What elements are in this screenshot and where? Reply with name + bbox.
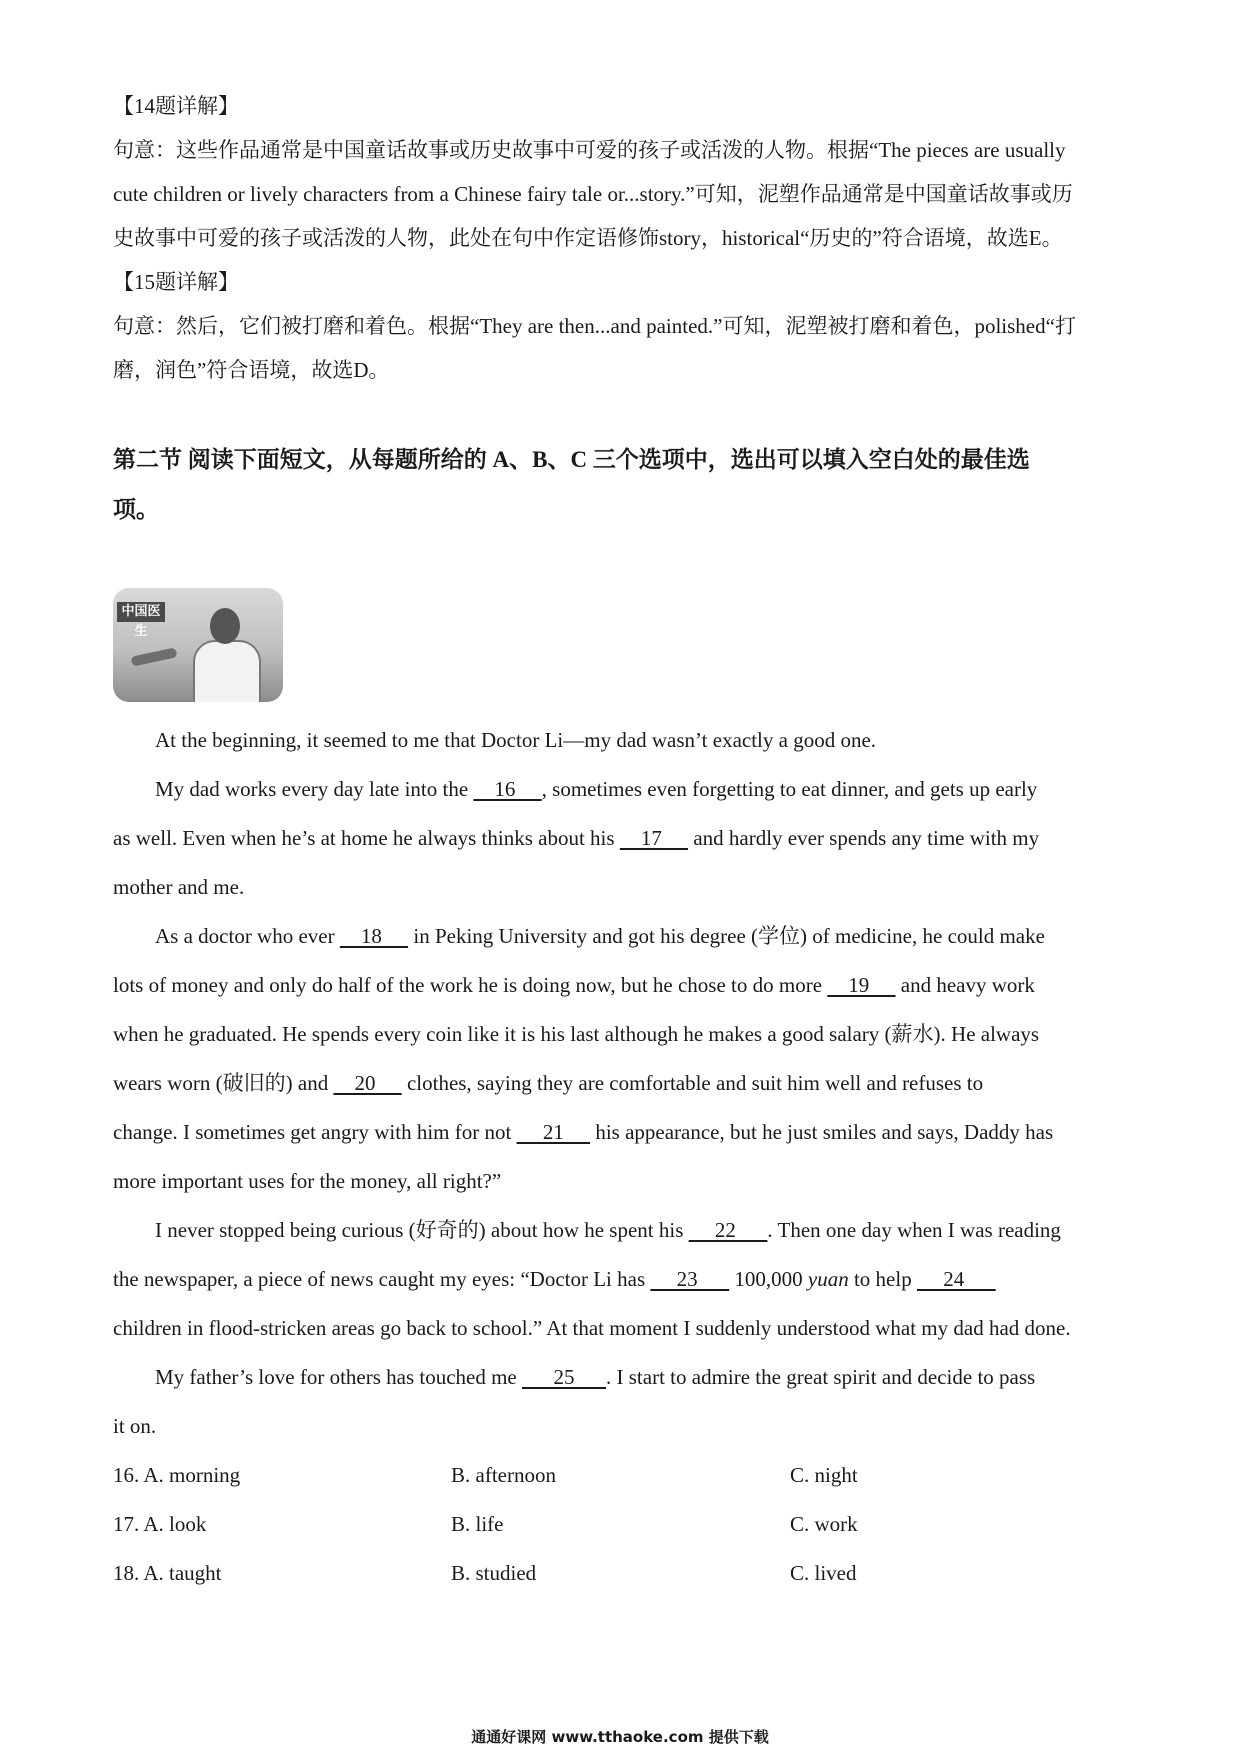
photo-person-head [210,608,240,644]
passage-paragraph-4-line-3: children in flood-stricken areas go back to school.” At that moment I suddenly understood what my dad had done. [113,1316,1071,1340]
text-segment: I never stopped being curious (好奇的) about how he spent his [155,1218,689,1242]
blank-20: 20 [333,1071,402,1095]
q15-text-line-2: 磨，润色”符合语境，故选D。 [113,358,390,382]
option-17-a: 17. A. look [113,1512,207,1536]
passage-paragraph-3-line-3: when he graduated. He spends every coin like it is his last although he makes a good salary (薪水). He always [113,1022,1040,1046]
text-segment: My father’s love for others has touched me [155,1365,523,1389]
q14-text-line-1: 句意：这些作品通常是中国童话故事或历史故事中可爱的孩子或活泼的人物。根据“The pieces are usually [113,138,1066,162]
blank-16: 16 [473,777,542,801]
text-segment: his appearance, but he just smiles and says, Daddy has [590,1120,1054,1144]
option-18-c: C. lived [790,1561,857,1585]
text-segment: and heavy work [895,973,1035,997]
passage-paragraph-5-line-2: it on. [113,1414,157,1438]
passage-paragraph-3-line-1 [155,922,1175,950]
text-segment: clothes, saying they are comfortable and suit him well and refuses to [401,1071,984,1095]
q15-text-line-1: 句意：然后，它们被打磨和着色。根据“They are then...and painted.”可知，泥塑被打磨和着色，polished“打 [113,314,1076,338]
section-heading-line-1: 第二节 阅读下面短文，从每题所给的 A、B、C 三个选项中，选出可以填入空白处的最佳选 [113,447,1030,472]
text-segment: in Peking University and got his degree (学位) of medicine, he could make [408,924,1045,948]
blank-24: 24 [916,1267,996,1291]
blank-23: 23 [650,1267,730,1291]
passage-paragraph-4-line-1 [155,1216,1175,1244]
blank-25: 25 [522,1365,607,1389]
text-segment: the newspaper, a piece of news caught my eyes: “Doctor Li has [113,1267,651,1291]
passage-paragraph-1: At the beginning, it seemed to me that Doctor Li—my dad wasn’t exactly a good one. [155,728,877,752]
passage-paragraph-3-line-5 [113,1118,1133,1146]
photo-person-coat [193,640,261,702]
section-heading-line-2: 项。 [113,497,159,522]
text-segment: wears worn (破旧的) and [113,1071,334,1095]
blank-17: 17 [619,826,689,850]
photo-lamp [130,647,177,666]
passage-paragraph-5-line-1 [155,1363,1175,1391]
text-segment: change. I sometimes get angry with him for not [113,1120,517,1144]
option-16-a: 16. A. morning [113,1463,241,1487]
text-segment: lots of money and only do half of the work he is doing now, but he chose to do more [113,973,828,997]
text-segment: . Then one day when I was reading [767,1218,1061,1242]
photo-banner-logo: 中国医生 [117,602,165,622]
blank-18: 18 [339,924,409,948]
option-17-c: C. work [790,1512,858,1536]
page-footer: 通通好课网 www.tthaoke.com 提供下载 [471,1728,769,1746]
text-segment: as well. Even when he’s at home he always thinks about his [113,826,620,850]
q14-text-line-3: 史故事中可爱的孩子或活泼的人物，此处在句中作定语修饰story，historical“历史的”符合语境，故选E。 [113,226,1063,250]
passage-paragraph-2-line-3: mother and me. [113,875,245,899]
text-segment: and hardly ever spends any time with my [688,826,1040,850]
q15-title: 【15题详解】 [113,270,239,294]
doctor-photo [113,588,283,702]
blank-19: 19 [827,973,896,997]
passage-paragraph-2-line-1 [155,775,1175,803]
text-segment: . I start to admire the great spirit and decide to pass [606,1365,1036,1389]
text-segment: As a doctor who ever [155,924,340,948]
text-segment: to help [848,1267,917,1291]
option-18-b: B. studied [451,1561,537,1585]
option-16-b: B. afternoon [451,1463,556,1487]
passage-paragraph-3-line-4 [113,1069,1133,1097]
text-segment: , sometimes even forgetting to eat dinner, and gets up early [541,777,1038,801]
option-18-a: 18. A. taught [113,1561,222,1585]
text-segment: 100,000 [729,1267,808,1291]
passage-paragraph-3-line-2 [113,971,1133,999]
text-segment: My dad works every day late into the [155,777,474,801]
passage-paragraph-4-line-2 [113,1265,1133,1293]
option-16-c: C. night [790,1463,858,1487]
option-17-b: B. life [451,1512,504,1536]
passage-paragraph-2-line-2 [113,824,1133,852]
blank-21: 21 [516,1120,591,1144]
yuan-italic: yuan [807,1267,849,1291]
q14-title: 【14题详解】 [113,94,239,118]
q14-text-line-2: cute children or lively characters from a Chinese fairy tale or...story.”可知，泥塑作品通常是中国童话故事或历 [113,182,1073,206]
passage-paragraph-3-line-6: more important uses for the money, all right?” [113,1169,502,1193]
blank-22: 22 [688,1218,768,1242]
